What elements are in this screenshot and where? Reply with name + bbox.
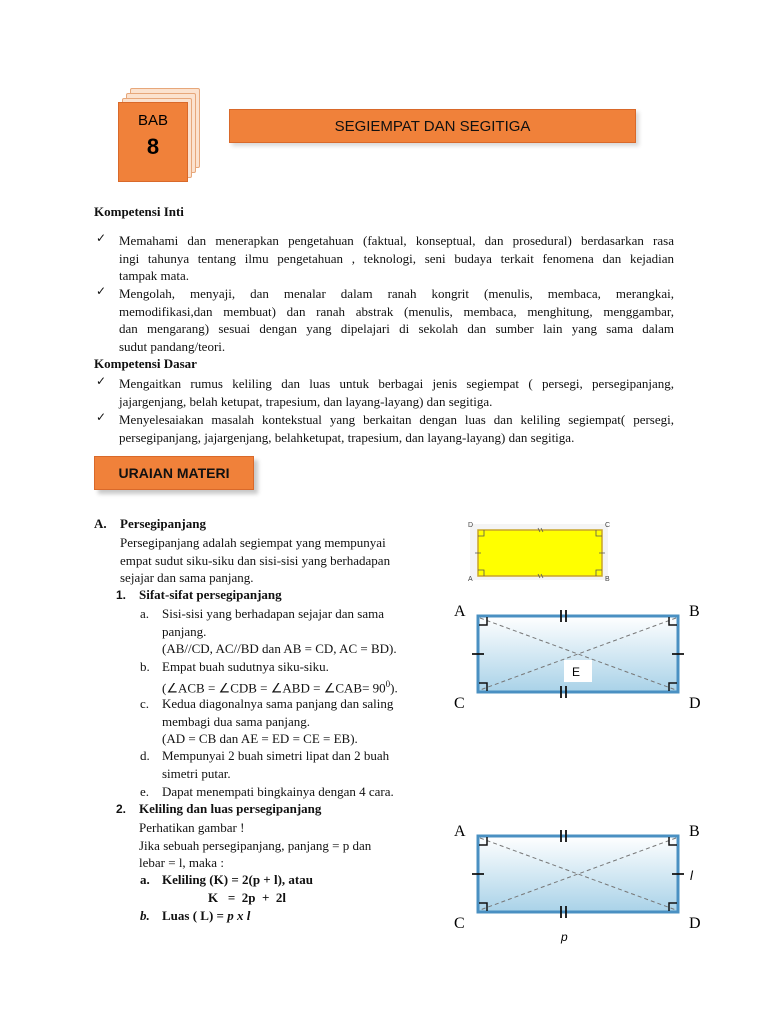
vertex-c-label: C [605, 522, 611, 529]
section-a-title: Persegipanjang [120, 516, 206, 531]
vertex-b-label: B [605, 576, 610, 583]
chapter-badge [118, 85, 208, 180]
ki-item-1: Memahami dan menerapkan pengetahuan (faktual, konseptual, dan prosedural) berdasarkan rasa ingi tahunya tentang ilmu pengetahuan , teknologi, seni budaya terkait fenomena dan kejadian tampak mata. [119, 233, 674, 283]
sub2-title: Keliling dan luas persegipanjang [139, 801, 322, 816]
sub1-item-e: Dapat menempati bingkainya dengan 4 cara. [162, 784, 394, 799]
chapter-number: 8 [146, 134, 160, 159]
check-icon: ✓ [96, 374, 107, 388]
check-icon: ✓ [96, 284, 107, 298]
ki-item-2: Mengolah, menyaji, dan menalar dalam ranah kongrit (menulis, membaca, merangkai, memodifikasi,dan membuat) dan ranah abstrak (menulis, membaca, menghitung, menggambar, dan mengarang) sesuai dengan yang dipelajari di sekolah dan sumber lain yang sama dalam sudut pandang/teori. [119, 286, 674, 354]
vertex-d-label: D [689, 695, 701, 712]
item-letter: a. [140, 606, 150, 621]
chapter-label: BAB [137, 112, 168, 129]
section-banner: URAIAN MATERI [94, 456, 254, 490]
chapter-title: SEGIEMPAT DAN SEGITIGA [229, 109, 636, 143]
sub1-item-c: Kedua diagonalnya sama panjang dan saling membagi dua sama panjang. (AD = CB dan AE = ED = CE = EB). [162, 696, 394, 746]
vertex-b-label: B [689, 603, 700, 620]
item-letter: c. [140, 696, 150, 711]
keliling-formula: K = 2p + 2l [208, 890, 287, 905]
sub1-item-b: Empat buah sudutnya siku-siku. (∠ACB = ∠CDB = ∠ABD = ∠CAB= $90^0$). [162, 658, 442, 696]
item-letter: b. [140, 659, 150, 674]
check-icon: ✓ [96, 410, 107, 424]
blue-rectangle [478, 836, 678, 912]
ki-heading: Kompetensi Inti [94, 204, 184, 219]
rectangle-figure-2 [448, 816, 714, 946]
chapter-badge-front [118, 102, 188, 182]
kd-item-2: Menyelesaiakan masalah kontekstual yang berkaitan dengan luas dan keliling segiempat( persegi, persegipanjang, jajargenjang, belahketupat, trapesium, dan layang-layang) dan segitiga. [119, 412, 674, 445]
sub1-number: 1. [116, 588, 127, 602]
length-p-label: p [561, 930, 568, 944]
sub1-title: Sifat-sifat persegipanjang [139, 587, 282, 602]
kd-heading: Kompetensi Dasar [94, 356, 197, 371]
vertex-d-label: D [468, 522, 474, 529]
vertex-a-label: A [468, 576, 473, 583]
yellow-rectangle [478, 530, 602, 576]
angle-line: (∠ACB = ∠CDB = ∠ABD = ∠CAB= $90^0$). [162, 678, 398, 695]
item-letter: d. [140, 748, 150, 763]
sub2-number: 2. [116, 802, 127, 816]
vertex-c-label: C [454, 695, 465, 712]
vertex-b-label: B [689, 823, 700, 840]
item-letter: b. [140, 908, 150, 923]
rectangle-figure-1 [448, 596, 714, 718]
width-l-label: l [690, 868, 693, 883]
sub1-item-a: Sisi-sisi yang berhadapan sejajar dan sama panjang. (AB//CD, AC//BD dan AB = CD, AC = BD). [162, 606, 397, 656]
section-a-letter: A. [94, 516, 107, 531]
item-letter: e. [140, 784, 150, 799]
center-e-label: E [572, 665, 581, 679]
sub1-item-d: Mempunyai 2 buah simetri lipat dan 2 buah simetri putar. [162, 748, 390, 781]
check-icon: ✓ [96, 231, 107, 245]
luas-text: Luas ( L) = p x l [162, 908, 251, 923]
kd-item-1: Mengaitkan rumus keliling dan luas untuk berbagai jenis segiempat ( persegi, persegipanjang, jajargenjang, belah ketupat, trapesium, dan layang-layang) dan segitiga. [119, 376, 674, 409]
vertex-d-label: D [689, 915, 701, 932]
vertex-c-label: C [454, 915, 465, 932]
section-a-intro: Persegipanjang adalah segiempat yang mempunyai empat sudut siku-siku dan sisi-sisi yang berhadapan sejajar dan sama panjang. [120, 535, 391, 585]
vertex-a-label: A [454, 823, 466, 840]
small-rectangle-figure [462, 518, 616, 584]
item-letter: a. [140, 872, 150, 887]
vertex-a-label: A [454, 603, 466, 620]
keliling-text: Keliling (K) = 2(p + l), atau [162, 872, 313, 887]
sub2-intro: Perhatikan gambar ! Jika sebuah persegipanjang, panjang = p dan lebar = l, maka : [139, 820, 372, 870]
